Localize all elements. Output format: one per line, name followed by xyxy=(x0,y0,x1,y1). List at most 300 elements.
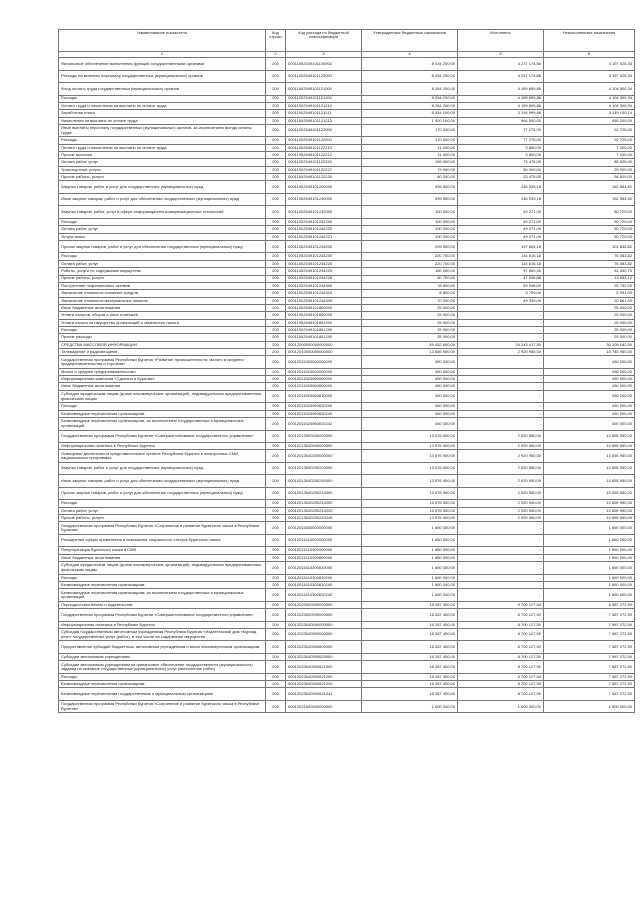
row-code: 200 xyxy=(266,581,286,588)
row-unexecuted: 10 655 950,00 xyxy=(544,515,635,522)
row-kbk: 00011002549101244300 xyxy=(286,282,362,289)
row-unexecuted: 450 000,00 xyxy=(544,356,635,369)
row-approved: 450 000,00 xyxy=(362,418,458,431)
row-approved: 18 287 400,00 xyxy=(362,601,458,608)
row-code: 200 xyxy=(266,681,286,688)
row-kbk: 00012011520000000000 xyxy=(286,368,362,375)
header-unexecuted: Неисполненные назначения xyxy=(544,30,635,52)
row-approved: 16 287 400,00 xyxy=(362,661,458,674)
row-approved: 450 000,00 xyxy=(362,390,458,403)
row-name: Оплата труда и начисления на выплаты по оплате труда xyxy=(59,102,266,109)
row-kbk: 00011002549101244225 xyxy=(286,268,362,275)
row-unexecuted: 152 564,82 xyxy=(544,193,635,206)
table-row xyxy=(59,410,635,417)
column-number: 1 xyxy=(59,52,266,58)
row-name: Субсидии автономным учреждениям на финансовое обеспечение государственного (муниципального) задания на оказание государственных (муниципальных) услуг (выполнение работ) xyxy=(59,661,266,674)
row-name: Поступление нефинансовых активов xyxy=(59,282,266,289)
table-row xyxy=(59,475,635,488)
header-code: Код строки xyxy=(266,30,286,52)
row-code: 200 xyxy=(266,621,286,628)
row-name: Оплата работ, услуг xyxy=(59,260,266,267)
table-row xyxy=(59,574,635,581)
row-kbk: 00012013040200244200 xyxy=(286,500,362,507)
row-kbk: 00012011520060000000 xyxy=(286,376,362,383)
row-code: 200 xyxy=(266,443,286,450)
row-unexecuted: 10 655 950,00 xyxy=(544,443,635,450)
row-code: 200 xyxy=(266,515,286,522)
row-unexecuted: 1 660 000,00 xyxy=(544,547,635,554)
row-approved: 220 700,00 xyxy=(362,253,458,260)
row-kbk: 00011002549101121211 xyxy=(286,110,362,117)
row-name: Иные бюджетные ассигнования xyxy=(59,383,266,390)
row-name: Оплата работ, услуг xyxy=(59,226,266,233)
table-row xyxy=(59,383,635,390)
row-code: 200 xyxy=(266,70,286,83)
row-unexecuted: 7 587 272,50 xyxy=(544,621,635,628)
table-row xyxy=(59,144,635,151)
row-kbk: 00011002549101244340 xyxy=(286,297,362,304)
row-name: Государственная программа Республики Бурятия «Совершенствование государственного управления» xyxy=(59,609,266,622)
table-row xyxy=(59,500,635,507)
table-row xyxy=(59,589,635,602)
row-name: Государственная программа Республики Бурятия «Совершенствование государственного управления» xyxy=(59,430,266,443)
row-unexecuted: 450 000,00 xyxy=(544,368,635,375)
row-unexecuted: 92 725,00 xyxy=(544,137,635,144)
row-unexecuted: 4 197 025,34 xyxy=(544,58,635,71)
row-executed: 144 616,18 xyxy=(458,253,544,260)
row-code: 200 xyxy=(266,403,286,410)
row-executed: - xyxy=(458,534,544,547)
row-executed: - xyxy=(458,383,544,390)
row-code: 200 xyxy=(266,653,286,660)
row-code: 200 xyxy=(266,410,286,417)
row-approved: 13 576 900,00 xyxy=(362,443,458,450)
row-executed: - xyxy=(458,562,544,575)
row-kbk: 00011002549101244220 xyxy=(286,260,362,267)
row-kbk: 00012011520060810200 xyxy=(286,403,362,410)
table-row xyxy=(59,95,635,102)
row-name: Прочая закупка товаров, работ и услуг для обеспечения государственных (муниципальных) нужд xyxy=(59,487,266,500)
table-row xyxy=(59,348,635,355)
table-row xyxy=(59,334,635,341)
row-executed: - xyxy=(458,376,544,383)
row-code: 200 xyxy=(266,166,286,173)
row-code: 200 xyxy=(266,159,286,166)
row-approved: 170 000,00 xyxy=(362,137,458,144)
row-kbk: 00011002549101122226 xyxy=(286,174,362,181)
row-unexecuted: 450 000,00 xyxy=(544,403,635,410)
row-unexecuted: 1 660 000,00 xyxy=(544,534,635,547)
row-approved: 170 000,00 xyxy=(362,124,458,137)
table-row xyxy=(59,376,635,383)
row-executed: 49 271,00 xyxy=(458,226,544,233)
row-executed: 8 700 127,50 xyxy=(458,688,544,701)
row-unexecuted: 50 729,00 xyxy=(544,226,635,233)
table-row xyxy=(59,462,635,475)
row-approved: 1 660 000,00 xyxy=(362,547,458,554)
row-kbk: 00011002549101122210 xyxy=(286,144,362,151)
row-executed: - xyxy=(458,312,544,319)
table-row xyxy=(59,70,635,83)
row-kbk: 00012013000000000000 xyxy=(286,430,362,443)
row-name: Расходы xyxy=(59,574,266,581)
row-code: 200 xyxy=(266,83,286,96)
row-code: 200 xyxy=(266,181,286,194)
row-code: 200 xyxy=(266,319,286,326)
row-name: Прочая закупка товаров, работ и услуг для обеспечения государственных (муниципальных) нужд xyxy=(59,240,266,253)
row-executed: - xyxy=(458,390,544,403)
row-name: Расходы xyxy=(59,500,266,507)
row-kbk: 00012023040000000000 xyxy=(286,621,362,628)
row-name: Расходы xyxy=(59,137,266,144)
row-unexecuted: 1 660 000,00 xyxy=(544,581,635,588)
table-row xyxy=(59,628,635,641)
row-approved: 16 287 400,00 xyxy=(362,688,458,701)
row-name: Расходы xyxy=(59,95,266,102)
row-executed: 4 159 899,86 xyxy=(458,95,544,102)
table-row xyxy=(59,326,635,333)
row-executed: 3 709,00 xyxy=(458,290,544,297)
row-approved: 25 000,00 xyxy=(362,334,458,341)
row-approved: 16 287 400,00 xyxy=(362,628,458,641)
table-row xyxy=(59,166,635,173)
row-kbk: 00012020000000000000 xyxy=(286,601,362,608)
row-kbk: 00011002549101240000 xyxy=(286,193,362,206)
row-code: 200 xyxy=(266,341,286,348)
row-executed: 2 920 950,00 xyxy=(458,462,544,475)
row-executed: 246 935,18 xyxy=(458,193,544,206)
row-name: Безвозмездные перечисления организациям xyxy=(59,581,266,588)
row-approved: 11 000,00 xyxy=(362,152,458,159)
row-kbk: 00012023040500621200 xyxy=(286,673,362,680)
row-code: 200 xyxy=(266,124,286,137)
row-kbk: 00011002549101122222 xyxy=(286,166,362,173)
table-row xyxy=(59,609,635,622)
row-kbk: 00012013040200244000 xyxy=(286,487,362,500)
row-unexecuted: 10 655 950,00 xyxy=(544,450,635,463)
row-unexecuted: 25 000,00 xyxy=(544,304,635,311)
row-executed: 53 048,00 xyxy=(458,282,544,289)
row-code: 200 xyxy=(266,193,286,206)
table-row xyxy=(59,193,635,206)
row-approved: 25 000,00 xyxy=(362,319,458,326)
table-row xyxy=(59,159,635,166)
row-unexecuted: 450 000,00 xyxy=(544,376,635,383)
table-row xyxy=(59,641,635,654)
row-kbk: 00011002549101244000 xyxy=(286,240,362,253)
row-executed: - xyxy=(458,334,544,341)
row-unexecuted: 13 653,12 xyxy=(544,275,635,282)
row-name: Освещение деятельности представительных органов Республики Бурятия в электронных СМИ, национальных программах xyxy=(59,450,266,463)
row-code: 200 xyxy=(266,226,286,233)
row-unexecuted: 30 209 182,50 xyxy=(544,341,635,348)
row-kbk: 00012023040500621241 xyxy=(286,688,362,701)
row-name: Закупка товаров, работ и услуг для государственных (муниципальных) нужд xyxy=(59,181,266,194)
row-executed: 8 700 127,50 xyxy=(458,621,544,628)
row-kbk: 00011002549101121210 xyxy=(286,102,362,109)
row-executed: 2 920 950,00 xyxy=(458,500,544,507)
table-row xyxy=(59,268,635,275)
row-approved: 8 264 200,00 xyxy=(362,102,458,109)
row-approved: 1 660 000,00 xyxy=(362,574,458,581)
row-name: Расширение сферы применения и повышение социального статуса бурятского языка xyxy=(59,534,266,547)
row-kbk: 00012013040000000000 xyxy=(286,443,362,450)
row-unexecuted: 7 587 272,50 xyxy=(544,681,635,688)
row-approved: 13 576 900,00 xyxy=(362,487,458,500)
table-row xyxy=(59,562,635,575)
row-name: Фонд оплаты труда государственных (муниципальных) органов xyxy=(59,83,266,96)
row-approved: 450 000,00 xyxy=(362,410,458,417)
row-approved: 159 000,00 xyxy=(362,159,458,166)
row-executed: 4 237 174,86 xyxy=(458,58,544,71)
row-name: Расходы на выплаты персоналу государственных (муниципальных) органов xyxy=(59,70,266,83)
row-approved: 60 700,00 xyxy=(362,275,458,282)
row-approved: 13 576 900,00 xyxy=(362,450,458,463)
row-code: 200 xyxy=(266,475,286,488)
row-code: 200 xyxy=(266,522,286,535)
row-code: 200 xyxy=(266,174,286,181)
table-row xyxy=(59,681,635,688)
table-row xyxy=(59,581,635,588)
row-approved: 13 666 900,00 xyxy=(362,348,458,355)
row-unexecuted: 10 655 950,00 xyxy=(544,430,635,443)
row-code: 200 xyxy=(266,628,286,641)
row-unexecuted: 4 104 300,34 xyxy=(544,83,635,96)
row-kbk: 00011002549101200000 xyxy=(286,181,362,194)
row-kbk: 00012011610300810000 xyxy=(286,562,362,575)
row-executed: - xyxy=(458,356,544,369)
table-row xyxy=(59,653,635,660)
table-row xyxy=(59,181,635,194)
table-row xyxy=(59,218,635,225)
row-unexecuted: 7 587 272,50 xyxy=(544,688,635,701)
table-row xyxy=(59,601,635,608)
row-executed: 2 920 950,00 xyxy=(458,475,544,488)
row-approved: 399 500,00 xyxy=(362,193,458,206)
row-code: 200 xyxy=(266,110,286,117)
table-header xyxy=(59,30,635,58)
column-number: 5 xyxy=(458,52,544,58)
row-name: Информационная политика в Республике Бурятия xyxy=(59,443,266,450)
row-kbk: 00011002549101850000 xyxy=(286,312,362,319)
row-unexecuted: 7 587 272,50 xyxy=(544,609,635,622)
row-approved: 80 000,00 xyxy=(362,174,458,181)
row-executed: 8 700 127,50 xyxy=(458,653,544,660)
row-name: Уплата налогов, сборов и иных платежей xyxy=(59,312,266,319)
row-name: Прочие выплаты xyxy=(59,152,266,159)
row-executed: 3 194 999,86 xyxy=(458,110,544,117)
row-name: Телевидение и радиовещание xyxy=(59,348,266,355)
row-kbk: 00012013040200000000 xyxy=(286,450,362,463)
row-executed: 49 271,00 xyxy=(458,233,544,240)
row-unexecuted: 62 430,70 xyxy=(544,268,635,275)
row-kbk: 00012011600000000000 xyxy=(286,522,362,535)
row-unexecuted: 1 660 000,00 xyxy=(544,574,635,581)
row-code: 200 xyxy=(266,383,286,390)
row-unexecuted: 7 587 272,50 xyxy=(544,661,635,674)
row-code: 200 xyxy=(266,609,286,622)
table-row xyxy=(59,368,635,375)
row-kbk: 00011002549101242000 xyxy=(286,206,362,219)
row-kbk: 00012013040200244220 xyxy=(286,507,362,514)
row-unexecuted: 1 660 000,00 xyxy=(544,522,635,535)
row-code: 200 xyxy=(266,268,286,275)
table-row xyxy=(59,403,635,410)
row-executed: - xyxy=(458,589,544,602)
row-code: 200 xyxy=(266,253,286,260)
row-kbk: 00012011610300810200 xyxy=(286,574,362,581)
row-code: 200 xyxy=(266,430,286,443)
row-executed: 4 159 899,86 xyxy=(458,102,544,109)
row-name: Периодическая печать и издательства xyxy=(59,601,266,608)
row-kbk: 00011002549101851000 xyxy=(286,319,362,326)
row-name: Закупка товаров, работ и услуг для государственных (муниципальных) нужд xyxy=(59,462,266,475)
row-approved: 1 660 000,00 xyxy=(362,522,458,535)
row-unexecuted: 10 655 950,00 xyxy=(544,462,635,475)
row-executed: - xyxy=(458,574,544,581)
row-kbk: 00011002549101242221 xyxy=(286,233,362,240)
row-name: Субсидии автономным учреждениям xyxy=(59,653,266,660)
row-unexecuted: 1 660 000,00 xyxy=(544,589,635,602)
row-name: Заработная плата xyxy=(59,110,266,117)
row-name: Прочие расходы xyxy=(59,334,266,341)
table-row xyxy=(59,124,635,137)
table-row xyxy=(59,443,635,450)
row-code: 200 xyxy=(266,260,286,267)
row-unexecuted: 25 000,00 xyxy=(544,326,635,333)
row-kbk: 00012011520060810240 xyxy=(286,410,362,417)
table-row xyxy=(59,253,635,260)
row-kbk: 00012011500000000000 xyxy=(286,356,362,369)
row-unexecuted: 4 104 300,34 xyxy=(544,95,635,102)
row-kbk: 00011002549101121213 xyxy=(286,117,362,124)
table-row xyxy=(59,507,635,514)
row-executed: 1 000 000,00 xyxy=(458,700,544,713)
row-executed: 50 000,00 xyxy=(458,166,544,173)
table-row xyxy=(59,450,635,463)
row-executed: - xyxy=(458,410,544,417)
row-approved: 299 500,00 xyxy=(362,240,458,253)
table-row xyxy=(59,534,635,547)
row-approved: 25 000,00 xyxy=(362,326,458,333)
row-name: Субсидия государственным автономным учреждениям Республики Бурятия «Издательский дом «Буряад унэн» государственных услуг (работ), в том числе на содержание имущества xyxy=(59,628,266,641)
row-kbk: 00011002549101121000 xyxy=(286,83,362,96)
row-kbk: 00011002549101851290 xyxy=(286,334,362,341)
row-executed: - xyxy=(458,418,544,431)
table-row xyxy=(59,152,635,159)
row-code: 200 xyxy=(266,117,286,124)
row-unexecuted: 25 000,00 xyxy=(544,334,635,341)
row-unexecuted: 8 587 272,50 xyxy=(544,601,635,608)
column-number: 6 xyxy=(544,52,635,58)
row-unexecuted: 955 200,00 xyxy=(544,117,635,124)
row-unexecuted: 85 525,00 xyxy=(544,159,635,166)
row-executed: - xyxy=(458,368,544,375)
row-approved: 16 287 400,00 xyxy=(362,621,458,628)
row-kbk: 00012023040500621240 xyxy=(286,681,362,688)
row-code: 200 xyxy=(266,152,286,159)
row-name: Иные бюджетные ассигнования xyxy=(59,554,266,561)
row-approved: 450 000,00 xyxy=(362,368,458,375)
row-name: Субсидии юридическим лицам (кроме некоммерческих организаций), индивидуальным предпринимателям, физическим лицам xyxy=(59,390,266,403)
row-name: Прочие работы, услуги xyxy=(59,515,266,522)
row-executed: - xyxy=(458,304,544,311)
row-code: 200 xyxy=(266,326,286,333)
table-row xyxy=(59,260,635,267)
table-body xyxy=(59,58,635,713)
row-code: 200 xyxy=(266,297,286,304)
row-approved: 13 576 900,00 xyxy=(362,430,458,443)
row-name: Информационная кампания «Сделано в Бурятии» xyxy=(59,376,266,383)
row-name: Безвозмездные перечисления организациям xyxy=(59,681,266,688)
table-row xyxy=(59,137,635,144)
row-name: Иные закупки товаров, работ и услуг для обеспечения государственных (муниципальных) нужд xyxy=(59,193,266,206)
row-approved: 25 000,00 xyxy=(362,312,458,319)
row-code: 200 xyxy=(266,376,286,383)
row-code: 200 xyxy=(266,233,286,240)
row-approved: 16 287 400,00 xyxy=(362,681,458,688)
row-executed: 4 159 899,86 xyxy=(458,83,544,96)
row-executed: 77 275,00 xyxy=(458,137,544,144)
row-approved: 16 287 400,00 xyxy=(362,609,458,622)
row-code: 200 xyxy=(266,673,286,680)
row-name: Государственная программа Республики Бурятия «Сохранение и развитие бурятского языка в Республике Бурятия» xyxy=(59,522,266,535)
row-name: Уплата налога на имущество организаций и земельного налога xyxy=(59,319,266,326)
row-unexecuted: 10 745 950,00 xyxy=(544,348,635,355)
row-unexecuted: 7 587 272,50 xyxy=(544,673,635,680)
row-executed: - xyxy=(458,319,544,326)
row-approved: 78 800,00 xyxy=(362,282,458,289)
row-code: 200 xyxy=(266,334,286,341)
row-executed: 8 700 127,50 xyxy=(458,661,544,674)
table-row xyxy=(59,515,635,522)
row-kbk: 00011002549101122000 xyxy=(286,124,362,137)
row-name: Начисления на выплаты по оплате труда xyxy=(59,117,266,124)
row-kbk: 00012011520060800000 xyxy=(286,383,362,390)
row-name: Государственная программа Республики Бурятия «Развитие промышленности, малого и среднего предпринимательства и торговли» xyxy=(59,356,266,369)
row-kbk: 00011002549101800000 xyxy=(286,304,362,311)
column-number: 3 xyxy=(286,52,362,58)
row-name: Малое и среднее предпринимательство xyxy=(59,368,266,375)
row-unexecuted: 7 587 272,50 xyxy=(544,653,635,660)
table-row xyxy=(59,319,635,326)
row-approved: 13 576 900,00 xyxy=(362,475,458,488)
row-name: Работы, услуги по содержанию имущества xyxy=(59,268,266,275)
header-name: Наименование показателя xyxy=(59,30,266,52)
row-approved: 450 000,00 xyxy=(362,403,458,410)
row-code: 200 xyxy=(266,137,286,144)
row-name: Услуги связи xyxy=(59,233,266,240)
row-unexecuted: 450 000,00 xyxy=(544,383,635,390)
row-executed: 8 700 127,50 xyxy=(458,681,544,688)
row-code: 200 xyxy=(266,589,286,602)
row-unexecuted: 7 587 272,50 xyxy=(544,628,635,641)
row-unexecuted: 7 200,00 xyxy=(544,152,635,159)
row-kbk: 00011002549101121200 xyxy=(286,95,362,102)
row-executed: 47 046,88 xyxy=(458,275,544,282)
row-unexecuted: 76 083,82 xyxy=(544,260,635,267)
row-unexecuted: 25 000,00 xyxy=(544,312,635,319)
row-approved: 13 576 900,00 xyxy=(362,507,458,514)
row-unexecuted: 1 660 000,00 xyxy=(544,562,635,575)
row-kbk: 00011002549101100000 xyxy=(286,58,362,71)
header-kbk: Код расхода по бюджетной классификации xyxy=(286,30,362,52)
row-kbk: 00012011520060810000 xyxy=(286,390,362,403)
table-row xyxy=(59,290,635,297)
table-row xyxy=(59,174,635,181)
table-row xyxy=(59,304,635,311)
row-executed: 4 237 174,86 xyxy=(458,70,544,83)
